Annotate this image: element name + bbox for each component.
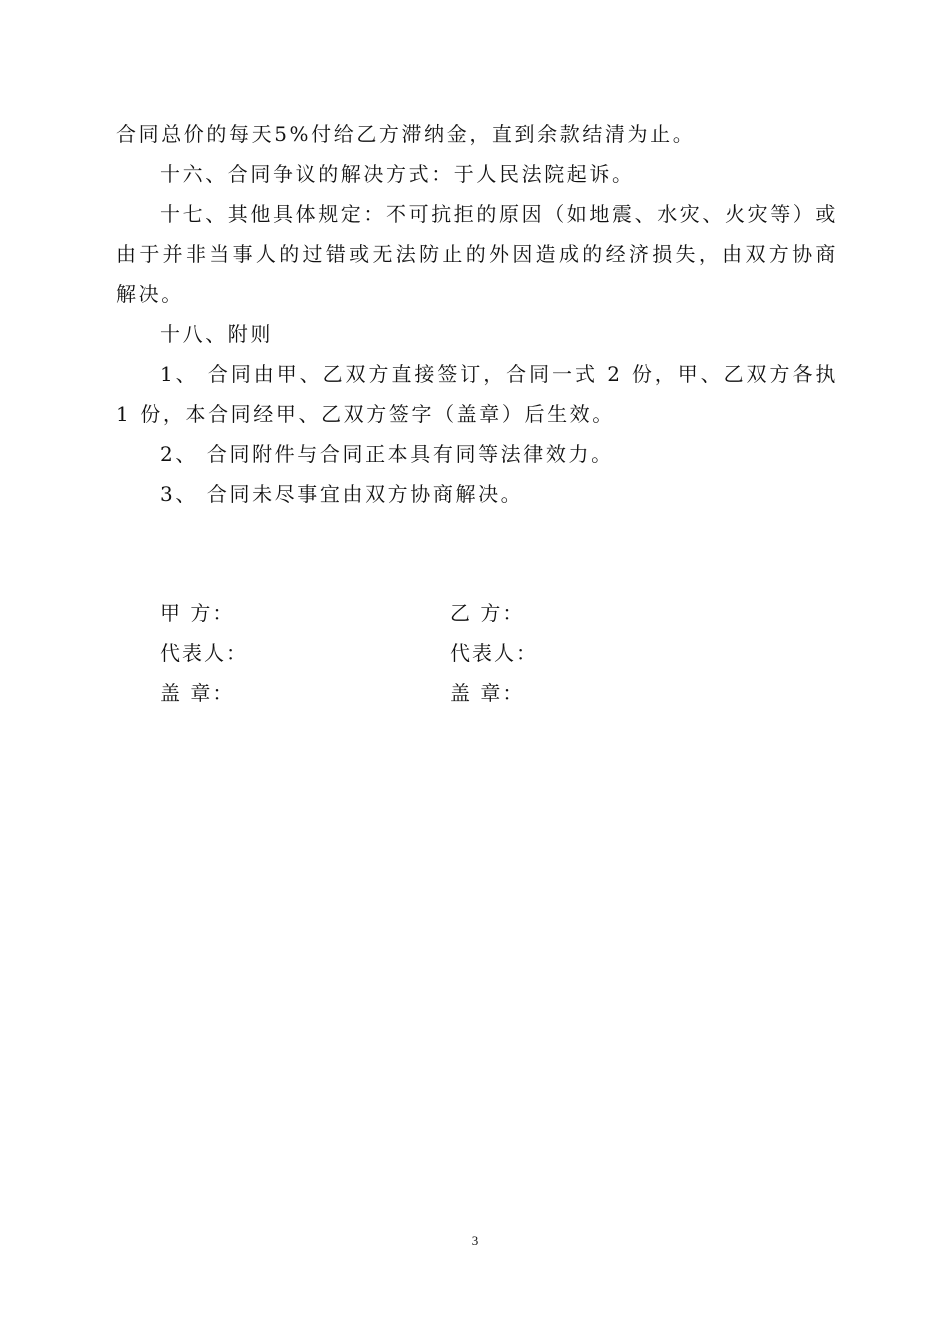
paragraph-penalty-continuation: 合同总价的每天5%付给乙方滞纳金，直到余款结清为止。	[116, 122, 696, 146]
paragraph-clause-18-item-3: 3、 合同未尽事宜由双方协商解决。	[160, 482, 524, 506]
page-number: 3	[471, 1233, 479, 1248]
party-b-representative-label: 代表人：	[450, 641, 538, 665]
party-b-label: 乙 方：	[450, 601, 525, 625]
paragraph-clause-18-heading: 十八、附则	[160, 322, 273, 346]
paragraph-clause-18-item-2: 2、 合同附件与合同正本具有同等法律效力。	[160, 442, 614, 466]
contract-body	[116, 114, 838, 514]
party-a-representative-label: 代表人：	[160, 641, 248, 665]
paragraph-clause-18-item-1: 1、 合同由甲、乙双方直接签订，合同一式 2 份，甲、乙双方各执 1 份，本合同经甲、乙双方签字（盖章）后生效。	[116, 362, 838, 426]
party-a-seal-label: 盖 章：	[160, 681, 235, 705]
signature-row-representative	[160, 633, 720, 673]
signature-row-seal	[160, 673, 720, 713]
party-a-label: 甲 方：	[160, 601, 235, 625]
signature-block	[160, 593, 720, 713]
party-b-seal-label: 盖 章：	[450, 681, 525, 705]
paragraph-clause-17: 十七、其他具体规定：不可抗拒的原因（如地震、水灾、火灾等）或由于并非当事人的过错或无法防止的外因造成的经济损失，由双方协商解决。	[116, 202, 838, 306]
signature-row-party	[160, 593, 720, 633]
paragraph-clause-16: 十六、合同争议的解决方式：于人民法院起诉。	[160, 162, 635, 186]
